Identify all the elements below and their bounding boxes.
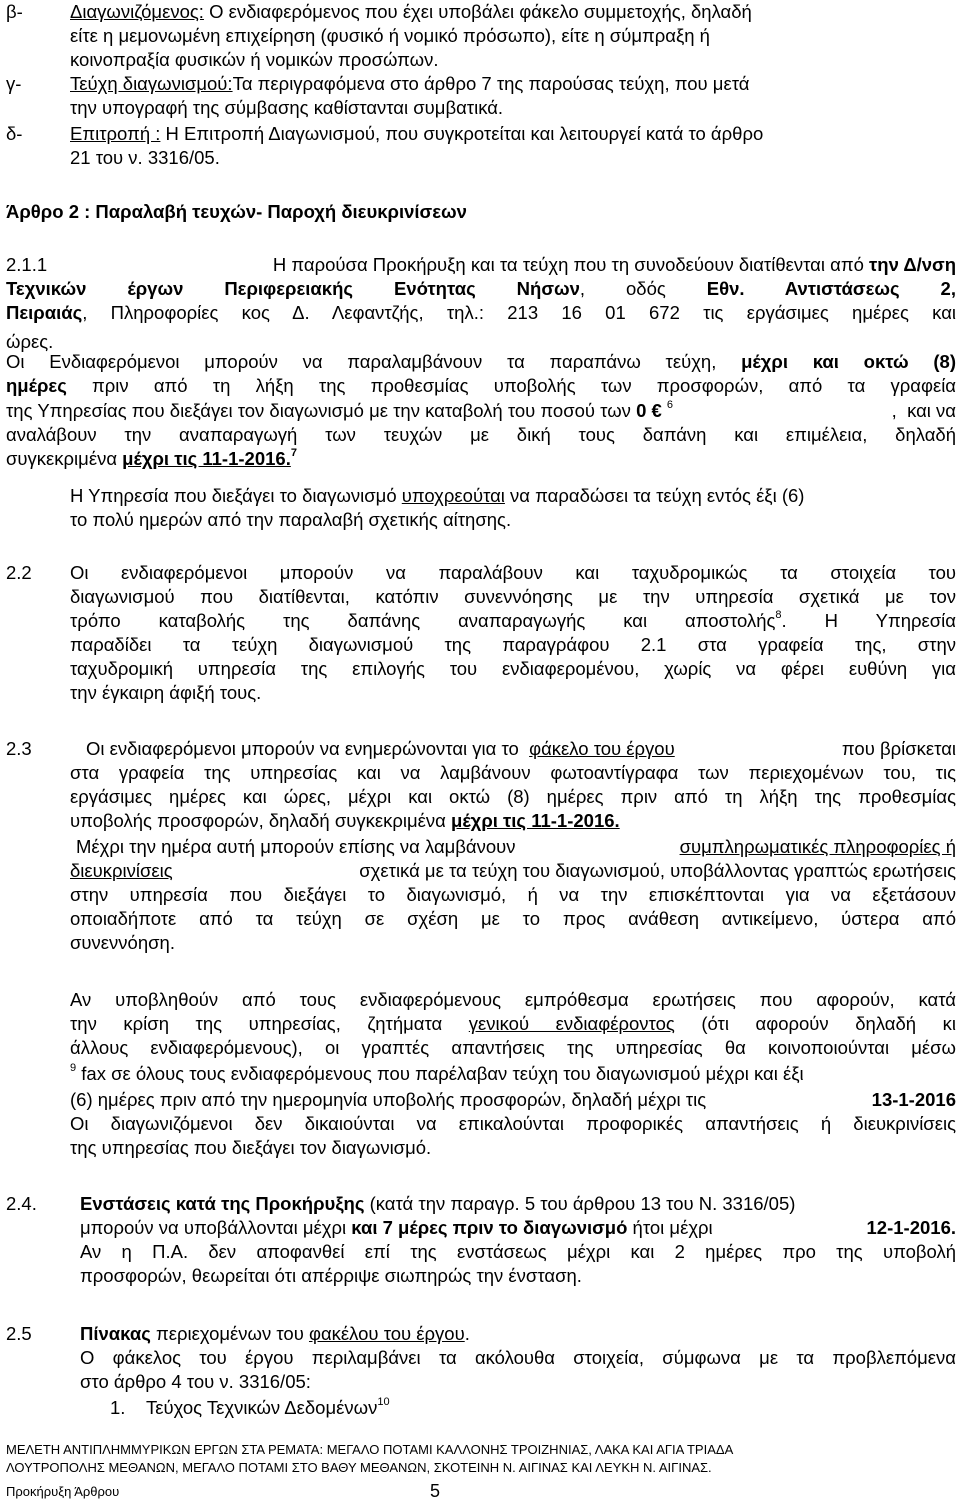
- s23-line-8: οποιαδήποτε από τα τεύχη σε σχέση με το προς ανάθεση αντικείμενο, ύστερα από: [70, 908, 956, 929]
- s21-p2-line-1: [6, 350, 956, 374]
- list-item-d-line-2: 21 του ν. 3316/05.: [70, 147, 220, 168]
- s24-text-3: ήτοι μέχρι: [627, 1217, 718, 1238]
- s23-project-file: φάκελο του έργου: [529, 738, 675, 759]
- s21-p2-text-2: πριν από τη λήξη της προθεσμίας υποβολής των προσφορών, από τα γραφεία: [66, 375, 956, 396]
- s23-line-2: στα γραφεία της υπηρεσίας και να λαμβάνουν φωτοαντίγραφα των περιεχομένων του, τις: [70, 762, 956, 783]
- s24-line-4: προσφορών, θεωρείται ότι απέρριψε σιωπηρώς την ένσταση.: [80, 1265, 582, 1286]
- s25-line-3: στο άρθρο 4 του ν. 3316/05:: [80, 1371, 311, 1392]
- s21-line-4: ώρες.: [6, 331, 54, 352]
- s25-project-file: φακέλου του έργου: [308, 1323, 465, 1344]
- s23-line-5: [76, 835, 956, 859]
- s24-text-2: μπορούν να υποβάλλονται μέχρι: [80, 1217, 352, 1238]
- s23-line-7: στην υπηρεσία που διεξάγει το διαγωνισμό, ή να την επισκέπτονται για να εξετάσουν: [70, 884, 956, 905]
- s25-line-1: [80, 1322, 470, 1346]
- s21-p3-text-2: να παραδώσει τα τεύχη εντός έξι (6): [504, 485, 805, 506]
- s21-line-2: [6, 277, 956, 301]
- s25-text: περιεχομένων του: [150, 1323, 309, 1344]
- s21-contact: , Πληροφορίες κος Δ. Λεφαντζής, τηλ.: 213 16 01 672 τις εργάσιμες ημέρες και: [82, 302, 956, 323]
- s21-p3-line-1: [70, 484, 804, 508]
- s21-p2-line-2: [6, 374, 956, 398]
- s21-city: Πειραιάς: [6, 302, 83, 323]
- s21-obligation: υποχρεούται: [401, 485, 505, 506]
- list-item-g-line-1: [70, 72, 749, 96]
- s22-line-5: ταχυδρομική υπηρεσία της επιλογής του ενδιαφερομένου, χωρίς να φέρει ευθύνη για: [70, 658, 956, 679]
- s22-line-3: [70, 609, 956, 633]
- s22-text-2: . Η Υπηρεσία: [781, 610, 956, 631]
- s21-p2-text-5: συγκεκριμένα: [6, 448, 123, 469]
- s23-q-line-2: [70, 1012, 956, 1036]
- s21-text: Η παρούσα Προκήρυξη και τα τεύχη που τη συνοδεύουν διατίθενται από: [267, 254, 870, 275]
- list-item-g-line-2: την υπογραφή της σύμβασης καθίστανται συμβατικά.: [70, 97, 504, 118]
- list-item-d-marker: δ-: [6, 123, 23, 144]
- footer-line-2: ΛΟΥΤΡΟΠΟΛΗΣ ΜΕΘΑΝΩΝ, ΜΕΓΑΛΟ ΠΟΤΑΜΙ ΣΤΟ ΒΑΘΥ ΜΕΘΑΝΩΝ, ΣΚΟΤΕΙΝΗ Ν. ΑΙΓΙΝΑΣ ΚΑΙ ΛΕΥΚΗ Ν. ΑΙΓΙΝΑΣ.: [6, 1460, 712, 1475]
- s22-line-1: Οι ενδιαφερόμενοι μπορούν να παραλάβουν και ταχυδρομικώς τα στοιχεία του: [70, 562, 956, 583]
- article-heading: Άρθρο 2 : Παραλαβή τευχών- Παροχή διευκρινίσεων: [6, 201, 467, 222]
- s21-office: την Δ/νση: [869, 254, 956, 275]
- s24-text: (κατά την παραγρ. 5 του άρθρου 13 του Ν. 3316/05): [364, 1193, 796, 1214]
- s23-line-9: συνεννόηση.: [70, 932, 175, 953]
- footer-doc-title: Προκήρυξη Άρθρου: [6, 1484, 120, 1499]
- s23-q-line-1: Αν υποβληθούν από τους ενδιαφερόμενους εμπρόθεσμα ερωτήσεις που αφορούν, κατά: [70, 989, 956, 1010]
- s23-q-text-3: fax σε όλους τους ενδιαφερόμενους που παρέλαβαν τεύχη του διαγωνισμού μέχρι και έξι: [76, 1063, 804, 1084]
- s23-q-date: 13-1-2016: [871, 1089, 956, 1110]
- s23-q-text: την κρίση της υπηρεσίας, ζητήματα: [70, 1013, 469, 1034]
- s23-general-interest: γενικού ενδιαφέροντος: [468, 1013, 675, 1034]
- s21-p3-line-2: το πολύ ημερών από την παραλαβή σχετικής αίτησης.: [70, 509, 512, 530]
- s24-line-2: [80, 1216, 956, 1240]
- s21-p2-line-3: [6, 399, 956, 423]
- s23-text-5: σχετικά με τα τεύχη του διαγωνισμού, υποβάλλοντας γραπτώς ερωτήσεις: [354, 860, 956, 881]
- s25-item-text: Τεύχος Τεχνικών Δεδομένων: [146, 1397, 378, 1418]
- s23-deadline: μέχρι τις 11-1-2016.: [451, 810, 620, 831]
- s22-line-6: την έγκαιρη άφιξή τους.: [70, 682, 262, 703]
- s21-p2-days-word: ημέρες: [6, 375, 67, 396]
- list-item-b-line-2: είτε η μεμονωμένη επιχείρηση (φυσικό ή νομικό πρόσωπο), είτε η σύμπραξη ή: [70, 25, 710, 46]
- page-number: 5: [430, 1481, 441, 1501]
- s24-title: Ενστάσεις κατά της Προκήρυξης: [80, 1193, 365, 1214]
- footnote-ref-6: 6: [666, 399, 674, 411]
- s23-line-6: [70, 859, 956, 883]
- s25-title: Πίνακας: [80, 1323, 151, 1344]
- s23-text-3: υποβολής προσφορών, δηλαδή συγκεκριμένα: [70, 810, 451, 831]
- s25-item-1: [146, 1396, 390, 1420]
- s22-text: τρόπο καταβολής της δαπάνης αναπαραγωγής και αποστολής: [70, 610, 776, 631]
- s23-line-4: [70, 809, 620, 833]
- list-item-b-text: Ο ενδιαφερόμενος που έχει υποβάλει φάκελο συμμετοχής, δηλαδή: [203, 1, 752, 22]
- s23-text-2: που βρίσκεται: [836, 738, 956, 759]
- s21-p2-text-3: της Υπηρεσίας που διεξάγει τον διαγωνισμό με την καταβολή του ποσού των: [6, 400, 637, 421]
- s23-line-1: [86, 737, 956, 761]
- list-item-g-marker: γ-: [6, 73, 22, 94]
- s23-line-3: εργάσιμες ημέρες και ώρες, μέχρι και οκτώ (8) ημέρες πριν από τη λήξη της προθεσμίας: [70, 786, 956, 807]
- s21-line-1: [6, 253, 956, 277]
- s22-line-2: διαγωνισμού που διατίθενται, κατόπιν συνεννόησης με την υπηρεσία σχετικά με τον: [70, 586, 956, 607]
- s21-p3-text: Η Υπηρεσία που διεξάγει το διαγωνισμό: [70, 485, 402, 506]
- list-item-b-line-3: κοινοπραξία φυσικών ή νομικών προσώπων.: [70, 49, 439, 70]
- s21-p2-days: μέχρι και οκτώ (8): [741, 351, 957, 372]
- s22-line-4: παραδίδει τα τεύχη διαγωνισμού της παραγράφου 2.1 στα γραφεία της, στην: [70, 634, 956, 655]
- s25-number: 2.5: [6, 1323, 32, 1344]
- s23-q-line-7: της υπηρεσίας που διεξάγει τον διαγωνισμό.: [70, 1137, 432, 1158]
- list-item-b-marker: β-: [6, 1, 23, 22]
- s21-street: Εθν. Αντιστάσεως 2,: [706, 278, 956, 299]
- s22-number: 2.2: [6, 562, 32, 583]
- list-item-b-line-1: [70, 0, 956, 24]
- term-teuxi: Τεύχη διαγωνισμού:: [70, 73, 233, 94]
- s21-street-label: , οδός: [579, 278, 707, 299]
- s23-q-text-4: (6) ημέρες πριν από την ημερομηνία υποβολής προσφορών, δηλαδή μέχρι τις: [70, 1089, 712, 1110]
- s24-line-1: [80, 1192, 795, 1216]
- list-item-d-line-1: [70, 122, 763, 146]
- s21-number: 2.1.1: [6, 254, 48, 275]
- s23-q-text-2: (ότι αφορούν δηλαδή κι: [674, 1013, 956, 1034]
- s24-date: 12-1-2016.: [866, 1217, 956, 1238]
- s21-p2-text: Οι Ενδιαφερόμενοι μπορούν να παραλαμβάνουν τα παραπάνω τεύχη,: [6, 351, 742, 372]
- s23-q-line-5: [70, 1088, 956, 1112]
- footnote-ref-8: 8: [775, 609, 782, 621]
- s23-q-line-3: άλλους ενδιαφερόμενους), οι γραπτές απαντήσεις της υπηρεσίας θα κοινοποιούνται μέσω: [70, 1037, 956, 1058]
- s21-deadline: μέχρι τις 11-1-2016.: [122, 448, 291, 469]
- footer-line-1: ΜΕΛΕΤΗ ΑΝΤΙΠΛΗΜΜΥΡΙΚΩΝ ΕΡΓΩΝ ΣΤΑ ΡΕΜΑΤΑ: ΜΕΓΑΛΟ ΠΟΤΑΜΙ ΚΑΛΛΟΝΗΣ ΤΡΟΙΖΗΝΙΑΣ, ΛΑΚΑ ΚΑΙ ΑΓΙΑ ΤΡΙΑΔΑ: [6, 1442, 734, 1457]
- s23-supplementary: συμπληρωματικές πληροφορίες ή: [679, 836, 956, 857]
- footnote-ref-10: 10: [377, 1396, 390, 1408]
- s25-period: .: [464, 1323, 470, 1344]
- s23-q-line-4: [70, 1062, 956, 1086]
- s23-text: Οι ενδιαφερόμενοι μπορούν να ενημερώνονται για το: [86, 738, 530, 759]
- s21-office-name: Τεχνικών έργων Περιφερειακής Ενότητας Νήσων: [6, 278, 580, 299]
- s21-p2-line-4: αναλάβουν την αναπαραγωγή των τευχών με δική τους δαπάνη και επιμέλεια, δηλαδή: [6, 424, 956, 445]
- s23-number: 2.3: [6, 738, 32, 759]
- s23-q-line-6: Οι διαγωνιζόμενοι δεν δικαιούνται να επικαλούνται προφορικές απαντήσεις ή διευκρινίσεις: [70, 1113, 956, 1134]
- list-item-g-text: Τα περιγραφόμενα στο άρθρο 7 της παρούσας τεύχη, που μετά: [232, 73, 750, 94]
- s21-p2-text-4: , και να: [891, 400, 956, 421]
- s23-clarifications: διευκρινίσεις: [70, 860, 173, 881]
- footnote-ref-7: 7: [290, 447, 297, 459]
- s23-text-4: Μέχρι την ημέρα αυτή μπορούν επίσης να λαμβάνουν: [76, 836, 521, 857]
- s24-line-3: Αν η Π.Α. δεν αποφανθεί επί της ενστάσεως μέχρι και 2 ημέρες προ της υποβολή: [80, 1241, 956, 1262]
- s21-p2-line-5: [6, 447, 297, 471]
- list-item-d-text: Η Επιτροπή Διαγωνισμού, που συγκροτείται και λειτουργεί κατά το άρθρο: [160, 123, 764, 144]
- s21-fee: 0 €: [636, 400, 662, 421]
- footnote-ref-9: 9: [70, 1062, 77, 1074]
- s24-days: και 7 μέρες πριν το διαγωνισμό: [351, 1217, 628, 1238]
- s24-number: 2.4.: [6, 1193, 37, 1214]
- s25-item-number: 1.: [110, 1397, 126, 1418]
- s25-line-2: Ο φάκελος του έργου περιλαμβάνει τα ακόλουθα στοιχεία, σύμφωνα με τα προβλεπόμενα: [80, 1347, 956, 1368]
- s21-line-3: [6, 301, 956, 325]
- term-diagonizomenos: Διαγωνιζόμενος:: [70, 1, 204, 22]
- term-epitropi: Επιτροπή :: [70, 123, 161, 144]
